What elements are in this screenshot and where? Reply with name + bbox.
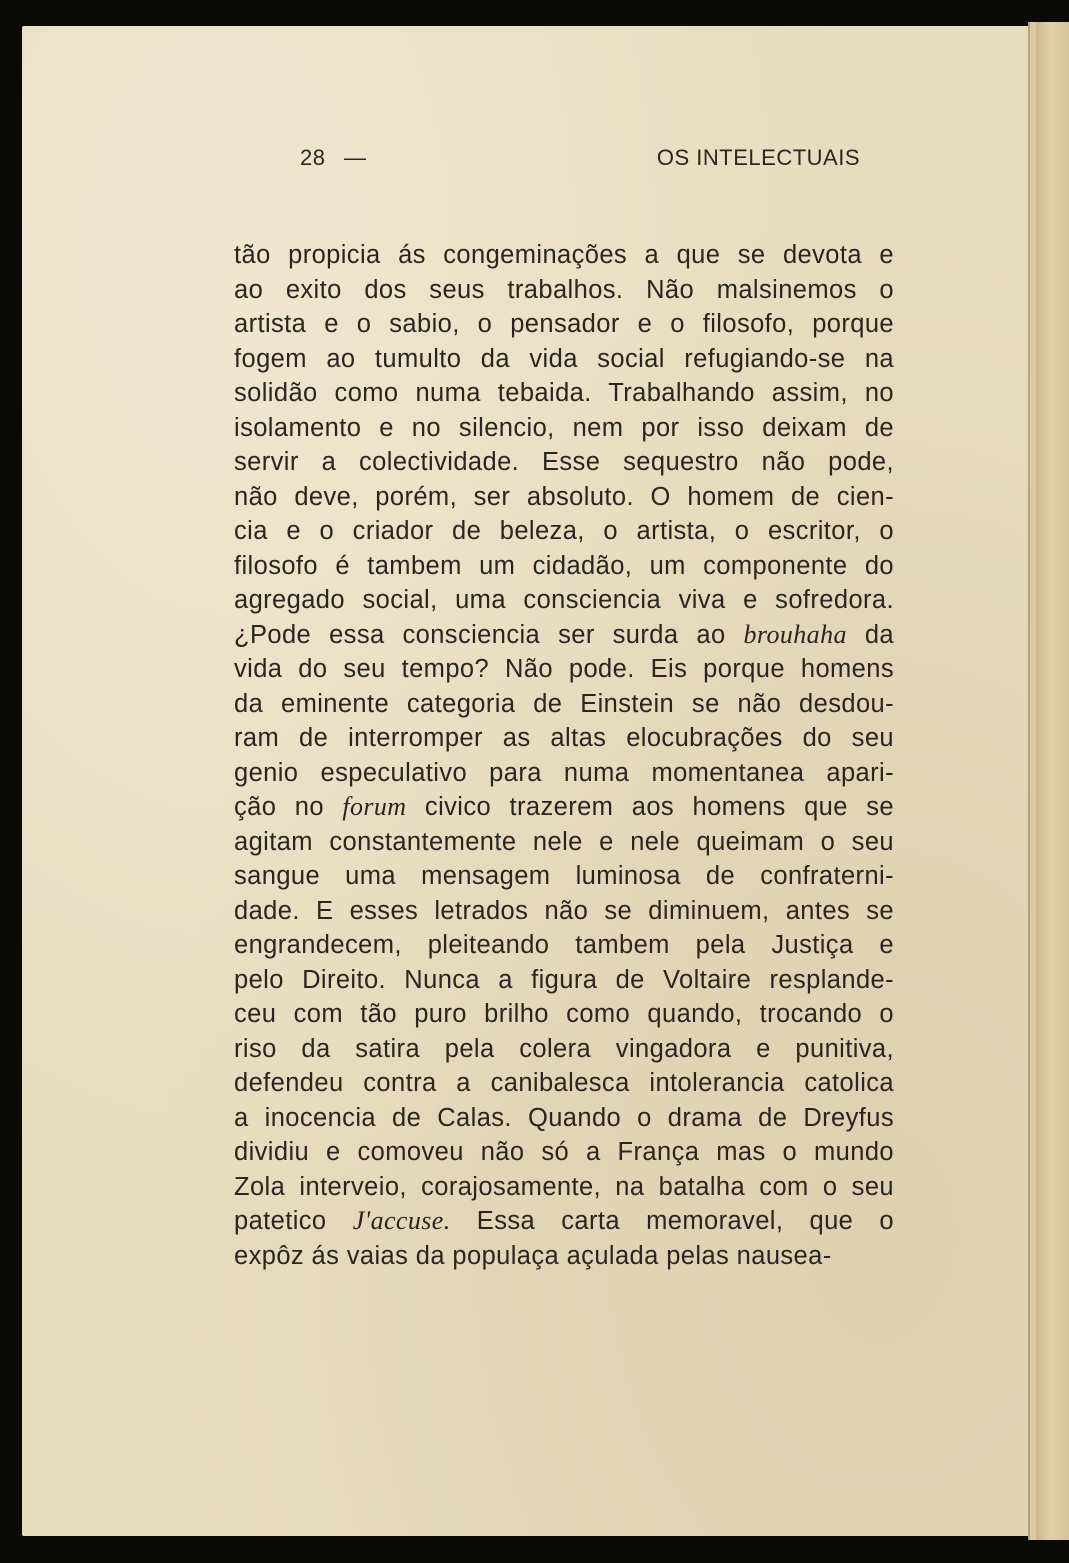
text-line: a inocencia de Calas. Quando o drama de Dreyfus	[234, 1103, 894, 1132]
text-line: solidão como numa tebaida. Trabalhando assim, no	[234, 379, 894, 407]
text-segment: civico trazerem aos homens que se	[406, 793, 894, 821]
text-line: filosofo é tambem um cidadão, um componente do	[234, 551, 894, 580]
text-line: genio especulativo para numa momentanea apari-	[234, 758, 894, 787]
text-line	[234, 1204, 894, 1239]
text-line: servir a colectividade. Esse sequestro não pode,	[234, 448, 894, 476]
text-line: vida do seu tempo? Não pode. Eis porque homens	[234, 655, 894, 683]
text-segment: da	[846, 620, 895, 649]
italic-term: J'accuse.	[352, 1206, 451, 1235]
text-segment: patetico	[234, 1207, 353, 1235]
header-dash: —	[344, 145, 367, 170]
text-line: cia e o criador de beleza, o artista, o escritor, o	[234, 517, 894, 545]
text-line: sangue uma mensagem luminosa de confraterni-	[234, 862, 894, 890]
text-line: engrandecem, pleiteando tambem pela Justiça e	[234, 931, 894, 959]
text-line: ram de interromper as altas elocubrações do seu	[234, 724, 894, 752]
text-line	[234, 790, 894, 825]
text-line: riso da satira pela colera vingadora e punitiva,	[234, 1034, 894, 1063]
page-number: 28	[300, 145, 326, 170]
text-line: não deve, porém, ser absoluto. O homem de cien-	[234, 482, 894, 511]
text-line: agitam constantemente nele e nele queimam o seu	[234, 827, 894, 856]
running-title: OS INTELECTUAIS	[656, 145, 860, 170]
text-line: Zola interveio, corajosamente, na batalha com o seu	[234, 1172, 894, 1201]
text-line: agregado social, uma consciencia viva e sofredora.	[234, 586, 894, 614]
text-line: isolamento e no silencio, nem por isso deixam de	[234, 413, 894, 442]
text-line	[234, 618, 894, 653]
text-line: artista e o sabio, o pensador e o filosofo, porque	[234, 310, 894, 338]
italic-term: forum	[342, 792, 407, 821]
italic-term: brouhaha	[743, 619, 847, 649]
text-line: dade. E esses letrados não se diminuem, antes se	[234, 896, 894, 925]
text-line: fogem ao tumulto da vida social refugiando-se na	[234, 344, 894, 373]
text-line: dividiu e comoveu não só a França mas o mundo	[234, 1138, 894, 1166]
text-segment: ¿Pode essa consciencia ser surda ao	[234, 620, 744, 649]
text-line: ceu com tão puro brilho como quando, trocando o	[234, 1000, 894, 1028]
facing-page-edge	[1028, 22, 1069, 1540]
text-line: da eminente categoria de Einstein se não desdou-	[234, 689, 894, 718]
text-line: pelo Direito. Nunca a figura de Voltaire resplande-	[234, 965, 894, 994]
body-text	[234, 238, 894, 1273]
text-line: defendeu contra a canibalesca intolerancia catolica	[234, 1069, 894, 1097]
text-segment: Essa carta memoravel, que o	[450, 1207, 894, 1235]
text-line: expôz ás vaias da populaça açulada pelas nausea-	[234, 1241, 832, 1270]
text-line: ao exito dos seus trabalhos. Não malsinemos o	[234, 275, 894, 304]
page-header	[300, 145, 860, 181]
text-line: tão propicia ás congeminações a que se devota e	[234, 241, 894, 269]
text-segment: ção no	[234, 793, 343, 821]
